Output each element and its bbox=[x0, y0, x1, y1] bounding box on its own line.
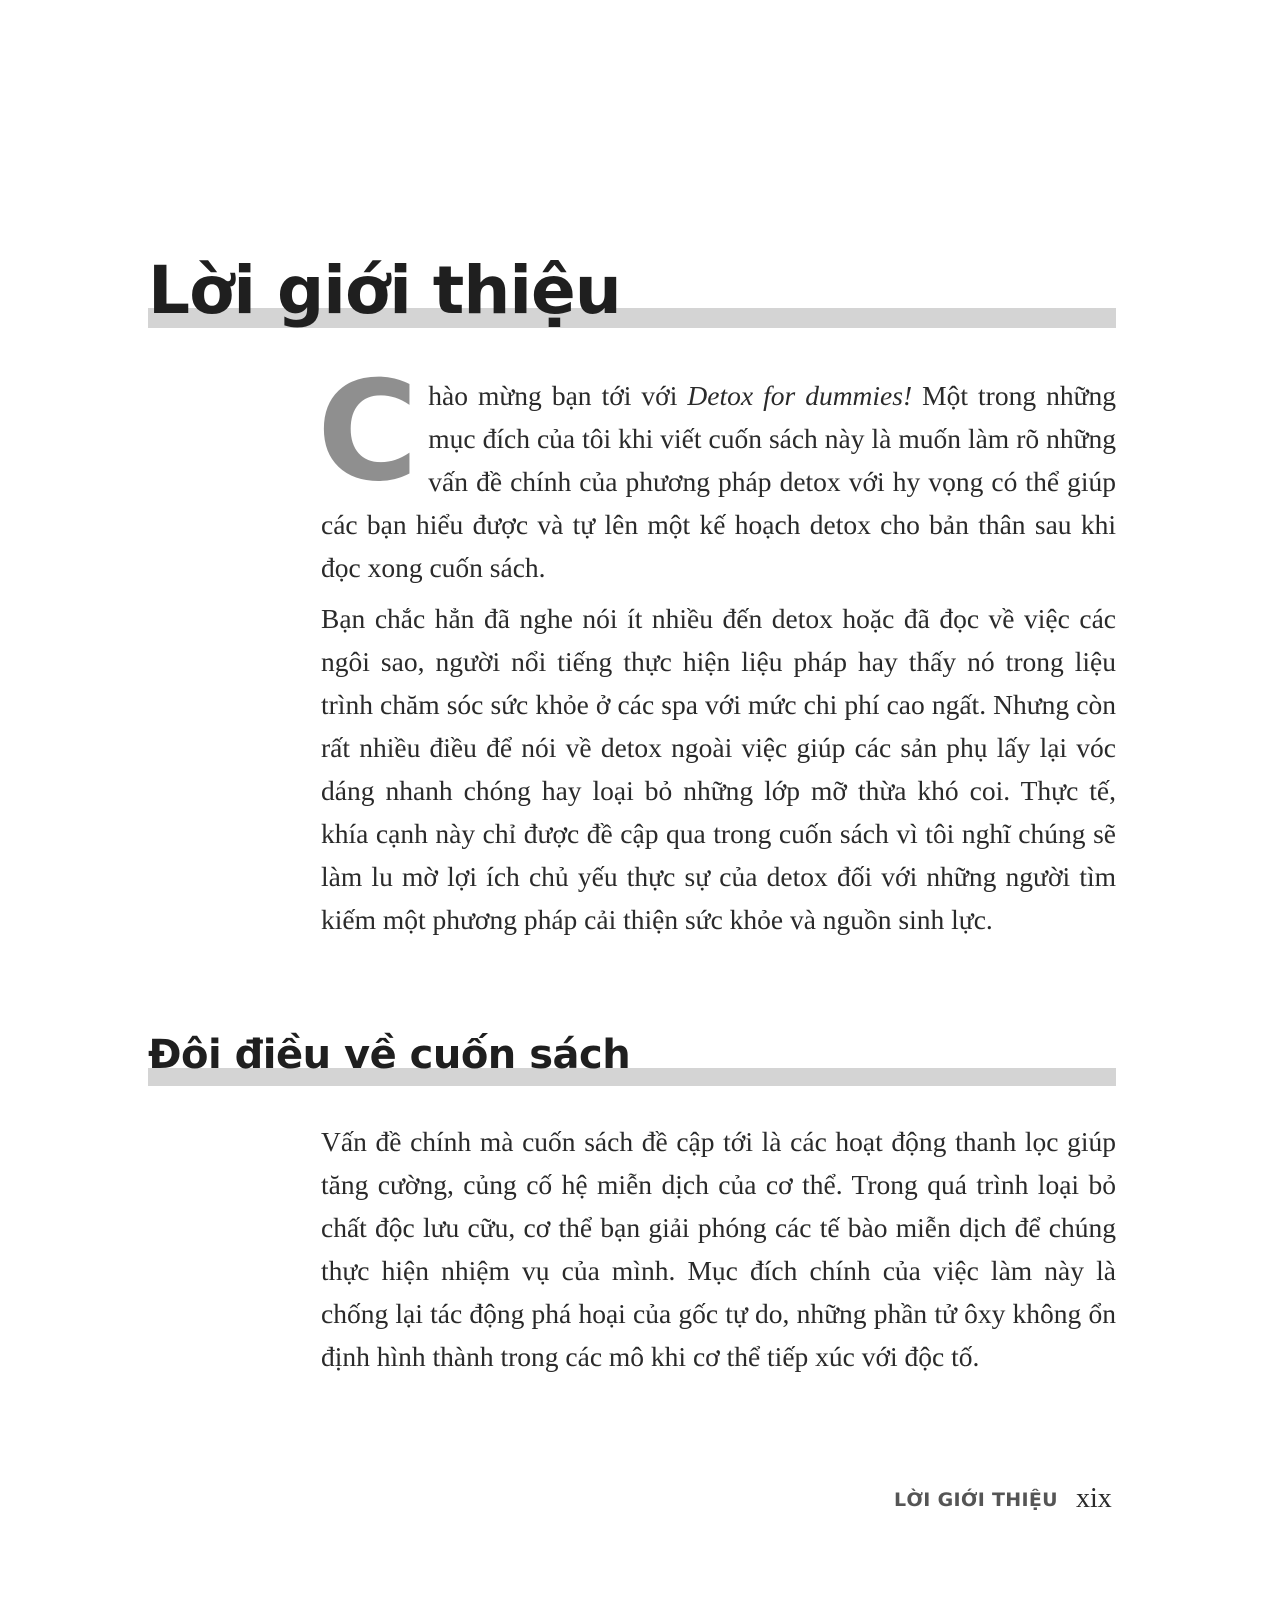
section-paragraph-1: Vấn đề chính mà cuốn sách đề cập tới là các hoạt động thanh lọc giúp tăng cường, củng cố hệ miễn dịch của cơ thể. Trong quá trình loại bỏ chất độc lưu cữu, cơ thể bạn giải phóng các tế bào miễn dịch để chúng thực hiện nhiệm vụ của mình. Mục đích chính của việc làm này là chống lại tác động phá hoại của gốc tự do, những phần tử ôxy không ổn định hình thành trong các mô khi cơ thể tiếp xúc với độc tố. bbox=[321, 1126, 1116, 1372]
section-heading bbox=[148, 1030, 1116, 1088]
drop-cap: C bbox=[317, 351, 419, 512]
intro-paragraph-2: Bạn chắc hẳn đã nghe nói ít nhiều đến detox hoặc đã đọc về việc các ngôi sao, người nổi tiếng thực hiện liệu pháp hay thấy nó trong liệu trình chăm sóc sức khỏe ở các spa với mức chi phí cao ngất. Nhưng còn rất nhiều điều để nói về detox ngoài việc giúp các sản phụ lấy lại vóc dáng nhanh chóng hay loại bỏ những lớp mỡ thừa khó coi. Thực tế, khía cạnh này chỉ được đề cập qua trong cuốn sách vì tôi nghĩ chúng sẽ làm lu mờ lợi ích chủ yếu thực sự của detox đối với những người tìm kiếm một phương pháp cải thiện sức khỏe và nguồn sinh lực. bbox=[321, 603, 1116, 935]
intro-paragraph-1-rest: Một trong những mục đích của tôi khi viết cuốn sách này là muốn làm rõ những vấn đề chính của phương pháp detox với hy vọng có thể giúp các bạn hiểu được và tự lên một kế hoạch detox cho bản thân sau khi đọc xong cuốn sách. bbox=[321, 380, 1116, 583]
intro-paragraph-1 bbox=[317, 351, 1116, 589]
running-head: LỜI GIỚI THIỆU bbox=[894, 1489, 1058, 1511]
page-number: xix bbox=[1076, 1483, 1112, 1514]
intro-paragraph-1-lead: hào mừng bạn tới với bbox=[428, 380, 688, 411]
chapter-title: Lời giới thiệu bbox=[148, 252, 621, 329]
book-title-italic: Detox for dummies! bbox=[687, 380, 913, 411]
section-title: Đôi điều về cuốn sách bbox=[148, 1032, 631, 1078]
chapter-heading bbox=[148, 250, 1116, 330]
